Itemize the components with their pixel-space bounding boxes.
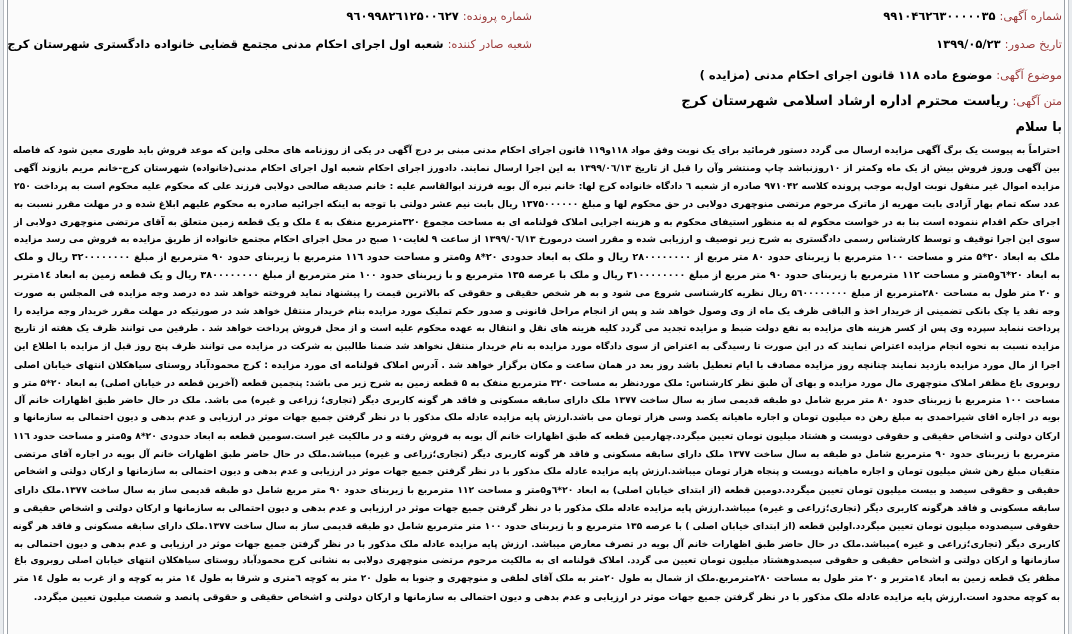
body-line: حقیقی و حقوقی سیصد و بیست میلیون تومان تعیین میگردد.دومین قطعه (از ابتدای خیابان اصلی) به ابعاد ۲۰*٦و۵متر و مساحت ۱۱۲ مترمربع با زیربنای حدود ۹۰ متر مربع شامل دو طبقه قدیمی ساز به سال ساخت ۱۳۷۷.ملک دارای (14, 484, 1060, 496)
body-line: روبروی باغ مظفر املاک منوچهری مال مورد مزایده و بهای آن طبق نظر کارشناس: ملک موردنظر به مساحت ۳۲۰ مترمربع منفک به ۵ قطعه زمین به شرح زیر می باشد: پنجمین قطعه (آخرین قطعه در خیابان اصلی) به ابعاد ۲۰*۵ متر و (13, 377, 1060, 389)
body-line: متقیان مبلغ رهن شش میلیون تومان و اجاره ماهیانه دویست و پنجاه هزار تومان میباشد.ارزش پایه مزایده عادله ملک مذکور با در نظر گرفتن جمیع جهات موثر در ارزیابی و عدم بدهی و دیون احتمالی به سازمانها و ارکان دولتی و اشخاص (14, 467, 1060, 478)
body-line: وجه نقد یا چک بانکی تضمینی از خریدار اخذ و الباقی ظرف یک ماه از وی وصول خواهد شد و پس از انجام مراحل قانونی و صدور حکم تملیک مورد مزایده بنام خریدار منتقل خواهد شد در صورتیکه در مهلت مقرر خریدار وجه مزایده را (14, 306, 1060, 318)
issuing-branch-value: شعبه اول اجرای احکام مدنی مجتمع قضایی خانواده دادگستری شهرستان کرج (7, 37, 444, 51)
body-line: پرداخت ننماید سپرده وی پس از کسر هزینه های مزایده به نفع دولت ضبط و مزایده تجدید می گردد کلیه هزینه های نقل و انتقال به عهده محکوم علیه است و از محل فروش پرداخت خواهد شد . طرفین می توانند ظرف یک هفته از تاریخ (14, 323, 1060, 334)
body-line: عدد سکه تمام بهار آزادی بابت مهریه از ماترک مرحوم مرتضی منوچهری دولابی در حق محکوم لها و مبلغ ۱۳۷۵۰۰۰۰۰۰ ریال بابت نیم عشر دولتی با توجه به اینکه اجرائیه صادره به محکوم علیهم ابلاغ شده و در مهلت مقرر نسبت به (14, 198, 1060, 210)
body-line: مظفر یک قطعه زمین به ابعاد ۱٤متربر و ۲۰ متر طول به مساحت ۲۸۰مترمربع.ملک از شمال به طول ۲۰متر به ملک آقای لطفی و منوچهری و جنوبا به طول ۲۰ متر به کوچه ٦متری و شرقا به طول ۱٤ متر به کوچه و از غرب به طول ۱٤ متر (14, 574, 1060, 585)
body-line: مساحت ۱۰۰ مترمربع با زیربنای حدود ۸۰ متر مربع شامل دو طبقه قدیمی ساز به سال ساخت ۱۳۷۷ ملک دارای سابقه مسکونی و فاقد هر گونه کاربری دیگر (تجاری؛ زراعی و غیره) می باشد. ملک در حال حاضر طبق اظهارات خانم آل (14, 395, 1060, 407)
body-line: مزایده نسبت به نحوه انجام مزایده اعتراض نمایند که در این صورت تا رسیدگی به اعتراض از سوی دادگاه مورد مزایده به نام خریدار منتقل نخواهد شد ضمنا طالبین به شرکت در مزایده می توانند ظرف پنج روز قبل از مزایده با اطلاع این (14, 341, 1060, 352)
body-line: ملک به ابعاد ۲۰*۵ متر و مساحت ۱۰۰ مترمربع با زیربنای حدود ۸۰ متر مربع از ۲۸۰۰۰۰۰۰۰۰ ریال و ملک به ابعاد حدودی ۲۰*۸ و۵متر و مساحت حدود ۱۱٦ مترمربع با زیربنای حدود ۹۰ مترمربع از مبلغ ۳۲۰۰۰۰۰۰۰۰ ریال و ملک (14, 252, 1060, 264)
body-line: به ابعاد ۲۰*٦و۵متر و مساحت ۱۱۲ مترمربع با زیربنای حدود ۹۰ متر مربع از مبلغ ۳۱۰۰۰۰۰۰۰۰ ریال و ملک با عرصه ۱۳۵ مترمربع و با زیربنای حدود ۱۰۰ متر مترمربع از مبلغ ۳۸۰۰۰۰۰۰۰۰ ریال و یک قطعه زمین به ابعاد ۱٤متربر (14, 270, 1060, 282)
issuing-branch-label: شعبه صادر کننده: (447, 37, 532, 51)
body-line: سابقه مسکونی و فاقد هرگونه کاربری دیگر (تجاری؛زراعی و غیره) میباشد.ارزش پایه مزایده عادله ملک مذکور با در نظر گرفتن جمیع جهات موثر در ارزیابی و عدم بدهی و دیون احتمالی به سازمانها و ارکان دولتی و اشخاص حقیقی و (14, 502, 1060, 514)
issue-date-field (936, 37, 1062, 51)
body-line: اجرای حکم اقدام ننموده است بنا به در خواست محکوم له به منظور استیفای محکوم به و هزینه اجرایی املاک قولنامه ای به مساحت مجموع ۳۲۰مترمربع منفک به ٤ ملک و یک قطعه زمین متعلق به آقای مرتضی منوچهری دولابی از (13, 216, 1060, 228)
ad-number-field (883, 9, 1062, 23)
body-line: اجرا از مال مورد مزایده بازدید نمایند چنانچه روز مزایده مصادف با ایام تعطیل باشد روز بعد در همان ساعت و مکان برگزار خواهد شد . آدرس املاک قولنامه ای مورد مزایده : کرج محمودآباد روستای سیاهکلان انتهای خیابان اصلی (14, 359, 1060, 371)
file-number-label: شماره پرونده: (462, 9, 532, 23)
ad-text-label: متن آگهی: (1012, 94, 1062, 108)
file-number-value: ۹٦۰۹۹۸۲٦۱۲۵۰۰٦۲۷ (346, 9, 459, 23)
body-line: بین آگهی وروز فروش بیش از یک ماه وکمتر از ۱۰روزنباشد چاپ ومنتشر وآن را قبل از تاریخ ۱۳۹۹/۰٦/۱۳ به این اجرا ارسال نمایند. دادورز اجرای احکام شعبه اول اجرای احکام مدنی(خانواده) شهرستان کرج-خانم مریم بازوند آگهی (14, 162, 1060, 174)
ad-text-recipient: ریاست محترم اداره ارشاد اسلامی شهرستان کرج (681, 93, 1009, 109)
body-line: سازمانها و ارکان دولتی و اشخاص حقیقی و حقوقی سیصدوهشتاد میلیون تومان تعیین می گردد. املاک قولنامه ای به مالکیت مرحوم مرتضی منوچهری دولابی به نشانی کرج محمودآباد روستای سیاهکلان انتهای خیابان اصلی روبروی باغ (14, 556, 1060, 567)
issue-date-label: تاریخ صدور: (1004, 37, 1062, 51)
body-line: حقوقی سیصدوده میلیون تومان تعیین میگردد.اولین قطعه (از ابتدای خیابان اصلی ) با عرصه ۱۳۵ مترمربع و با زیربنای حدود ۱۰۰ متر مترمربع شامل دو طبقه قدیمی ساز به سال ساخت ۱۳۷۷.ملک دارای سابقه مسکونی و فاقد هر گونه (12, 520, 1060, 532)
body-line: به کوچه محدود است.ارزش پایه مزایده عادله ملک مذکور با در نظر گرفتن جمیع جهات موثر در ارزیابی و عدم بدهی و دیون احتمالی به سازمانها و ارکان دولتی و اشخاص حقیقی و حقوقی پانصد و شصت میلیون تعیین میگردد. (33, 592, 1060, 604)
greeting: با سلام (1015, 120, 1062, 135)
ad-text-field (681, 93, 1062, 109)
subject-label: موضوع آگهی: (996, 68, 1062, 82)
body-line: ارکان دولتی و اشخاص حقیقی و حقوقی دویست و هشتاد میلیون تومان تعیین میگردد.چهارمین قطعه که طبق اظهارات خانم آل بویه به فروش رفته و در مالکیت غیر است.سومین قطعه به ابعاد حدودی ۲۰*۸ و۵متر و مساحت حدود ۱۱٦ (12, 431, 1060, 443)
body-line: کاربری دیگر (تجاری؛زراعی و غیره )میباشد.ملک در حال حاضر طبق اظهارات خانم آل بویه در تصرف معارض میباشد. ارزش پایه مزایده عادله ملک مذکور با در نظر گرفتن جمیع جهات موثر در ارزیابی و عدم بدهی و دیون احتمالی به (14, 538, 1060, 550)
subject-value: موضوع ماده ۱۱۸ قانون اجرای احکام مدنی (مزایده ) (699, 68, 993, 82)
body-line: احتراماً به پیوست یک برگ آگهی مزایده ارسال می گردد دستور فرمائید برای یک نوبت وفق مواد ۱۱۸و۱۱۹ قانون اجرای احکام مدنی مبنی بر درج آگهی در یکی از روزنامه های محلی واین که موعد فروش باید طوری معین شود که فاصله (12, 145, 1060, 156)
issue-date-value: ۱۳۹۹/۰۵/۲۳ (936, 37, 1001, 51)
ad-number-label: شماره آگهی: (999, 9, 1062, 23)
subject-field (700, 68, 1062, 82)
window-border-left (0, 0, 8, 634)
notice-body (14, 142, 1060, 607)
ad-number-value: ۹۹۱۰۴٦۲٦۳۰۰۰۰۰۳۵ (883, 9, 996, 23)
window-border-right (1064, 0, 1072, 634)
file-number-field (346, 9, 532, 23)
body-line: سوی این اجرا توقیف و توسط کارشناس رسمی دادگستری به شرح زیر توصیف و ارزیابی شده و مقرر است درمورخ ۱۳۹۹/۰٦/۱۳ از ساعت ۹ لغایت۱۰ صبح در محل اجرای احکام مجتمع خانواده از طریق مزایده به فروش می رسد مزایده (14, 234, 1060, 246)
body-line: بویه در اجاره اقای شیراحمدی به مبلغ رهن ده میلیون تومان و اجاره ماهیانه یکصد وسی هزار تومان می باشد.ارزش پایه مزایده عادله ملک مذکور با در نظر گرفتن جمیع جهات موثر در ارزیابی و عدم بدهی و دیون احتمالی به سازمانها و (14, 413, 1060, 424)
issuing-branch-field (7, 37, 532, 51)
body-line: مترمربع با زیربنای حدود ۹۰ مترمربع شامل دو طبقه به سال ساخت ۱۳۷۷ ملک دارای سابقه مسکونی و فاقد هر گونه کاربری دیگر (تجاری؛زراعی و غیره) میباشد.ملک در حال حاضر طبق اظهارات خانم آل بویه در اجاره آقای مرتضی (14, 449, 1060, 461)
body-line: و ۲۰ متر طول به مساحت ۲۸۰مترمربع از مبلغ ۵٦۰۰۰۰۰۰۰۰ ریال نظریه کارشناسی شروع می شود و به هر شخص حقیقی و حقوقی که بالاترین قیمت را پیشنهاد نماید فروخته خواهد شد ده درصد وجه مزایده فی المجلس به صورت (14, 288, 1060, 300)
body-line: مزایده اموال غیر منقول نوبت اول‌به موجب پرونده کلاسه ۹۷۱۰۴۲ صادره از شعبه ٦ دادگاه خانواده کرج لها: خانم نیره آل بویه فرزند ابوالقاسم علیه : خانم صدیقه صالحی دولابی فرزند علی که محکوم علیه محکوم است به پرداخت ۲۵۰ (14, 180, 1061, 192)
